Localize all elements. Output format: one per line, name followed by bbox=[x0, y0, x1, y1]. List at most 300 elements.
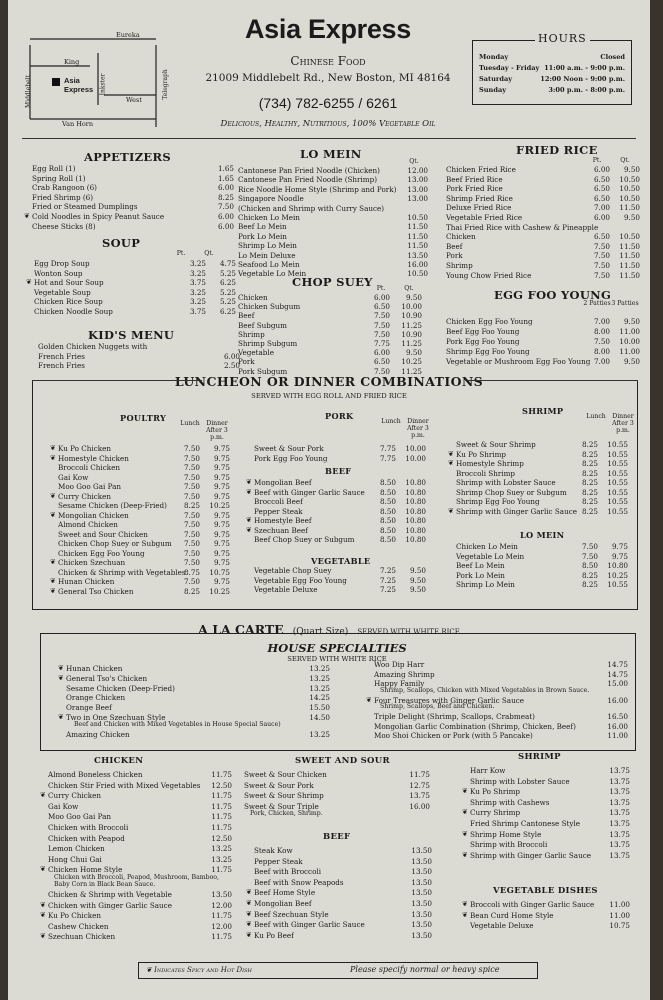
menu-item bbox=[460, 851, 632, 860]
menu-item-description: Shrimp, Scallops, Beef and Chicken. bbox=[380, 703, 495, 710]
menu-item-price: 13.25 bbox=[211, 844, 232, 854]
chili-pepper-icon: ❦ bbox=[246, 478, 252, 486]
menu-item bbox=[244, 585, 434, 594]
menu-item bbox=[446, 251, 642, 260]
fried-rice-title: FRIED RICE bbox=[516, 143, 598, 157]
menu-item-name: Shrimp Lo Mein bbox=[456, 580, 515, 589]
menu-item-price: 12.00 bbox=[407, 166, 428, 175]
menu-item-price: 10.00 bbox=[619, 337, 640, 346]
hours-time: Closed bbox=[600, 53, 625, 61]
chili-pepper-icon: ❦ bbox=[50, 577, 56, 585]
menu-item-price: 10.55 bbox=[607, 580, 628, 589]
chop-suey-pt-header: Pt. bbox=[376, 285, 386, 292]
menu-item-price: 11.50 bbox=[407, 231, 428, 241]
menu-item-name: (Chicken and Shrimp with Curry Sauce) bbox=[238, 203, 385, 213]
menu-item-name: Homestyle Chicken bbox=[58, 453, 129, 463]
menu-item-price: 15.00 bbox=[607, 679, 628, 688]
map-street-eureka: Eureka bbox=[116, 31, 140, 39]
menu-item bbox=[244, 497, 434, 506]
menu-item-price: 8.50 bbox=[581, 561, 598, 570]
menu-item-name: Chicken & Shrimp with Vegetable bbox=[48, 890, 172, 899]
menu-item-price: 9.50 bbox=[409, 566, 426, 575]
menu-item-price: 7.50 bbox=[183, 520, 200, 529]
menu-item bbox=[446, 478, 636, 487]
menu-item bbox=[460, 900, 632, 909]
menu-item bbox=[244, 488, 434, 497]
menu-item bbox=[446, 542, 636, 551]
menu-item-price: 10.55 bbox=[607, 459, 628, 468]
menu-item-price: 11.50 bbox=[619, 241, 640, 251]
menu-item-price: 9.75 bbox=[213, 444, 230, 453]
chop-suey-title: CHOP SUEY bbox=[292, 275, 373, 289]
menu-item-price: 9.75 bbox=[611, 542, 628, 551]
menu-item-name: Shrimp with Ginger Garlic Sauce bbox=[470, 850, 591, 860]
menu-item-name: Triple Delight (Shrimp, Scallops, Crabmeat) bbox=[374, 712, 535, 721]
menu-item-name: Chicken & Shrimp with Vegetables bbox=[58, 567, 186, 577]
combo-poultry-title: POULTRY bbox=[120, 413, 167, 423]
menu-item-name: Szechuan Chicken bbox=[48, 932, 116, 942]
menu-item-name: Thai Fried Rice with Cashew & Pineapple bbox=[446, 222, 599, 232]
menu-item-name: Shrimp Egg Foo Young bbox=[456, 497, 540, 506]
menu-item-price: 8.25 bbox=[183, 501, 200, 510]
menu-item-price: 10.80 bbox=[607, 561, 628, 570]
chili-pepper-icon: ❦ bbox=[246, 909, 252, 918]
menu-item bbox=[446, 507, 636, 516]
menu-item-price: 3.25 bbox=[189, 297, 206, 307]
menu-item bbox=[460, 798, 632, 807]
menu-item-price: 8.25 bbox=[581, 570, 598, 580]
menu-item bbox=[34, 259, 236, 268]
menu-item bbox=[446, 165, 642, 174]
menu-item bbox=[446, 337, 642, 346]
menu-item-price: 13.50 bbox=[411, 856, 432, 866]
menu-item-price: 10.00 bbox=[405, 453, 426, 463]
menu-item-name: Shrimp bbox=[238, 329, 265, 339]
menu-item-price: 10.55 bbox=[607, 506, 628, 516]
menu-item-price: 7.25 bbox=[379, 575, 396, 585]
menu-item-name: Amazing Shrimp bbox=[374, 669, 435, 679]
menu-item-price: 12.75 bbox=[409, 780, 430, 790]
menu-item-name: Deluxe Fried Rice bbox=[446, 203, 512, 213]
menu-item-name: Sweet & Sour Triple bbox=[244, 801, 319, 811]
menu-item-name: Chicken Lo Mein bbox=[238, 213, 300, 222]
combo-beef-title: BEEF bbox=[325, 466, 352, 476]
house-specialties-title: HOUSE SPECIALTIES bbox=[267, 641, 407, 655]
menu-item bbox=[238, 302, 428, 311]
menu-item-price: 6.50 bbox=[373, 302, 390, 312]
menu-item-price: 11.00 bbox=[609, 900, 630, 909]
menu-item bbox=[48, 473, 238, 482]
menu-item bbox=[446, 327, 642, 336]
menu-item-price: 7.50 bbox=[183, 577, 200, 586]
menu-item-name: Beef Fried Rice bbox=[446, 174, 503, 184]
menu-item bbox=[238, 213, 428, 222]
menu-item bbox=[364, 712, 626, 721]
soup-qt-header: Qt. bbox=[204, 250, 214, 257]
menu-item-price: 10.50 bbox=[619, 232, 640, 242]
lo-mein-qt-header: Qt. bbox=[409, 158, 419, 165]
menu-item-price: 7.50 bbox=[581, 542, 598, 551]
menu-item-price: 9.75 bbox=[213, 558, 230, 567]
menu-item-name: Broccoli Chicken bbox=[58, 463, 120, 472]
menu-item bbox=[56, 674, 330, 683]
menu-item-name: Fried Shrimp (6) bbox=[32, 192, 94, 202]
menu-item-price: 10.80 bbox=[405, 497, 426, 506]
menu-item-name: Chicken Stir Fried with Mixed Vegetables bbox=[48, 780, 201, 790]
menu-item-name: Spring Roll (1) bbox=[32, 173, 86, 183]
menu-item-name: Vegetable or Mushroom Egg Foo Young bbox=[446, 357, 591, 366]
menu-item-price: 9.75 bbox=[213, 463, 230, 472]
menu-item bbox=[34, 307, 236, 316]
chili-pepper-icon: ❦ bbox=[24, 212, 30, 220]
menu-item-price: 13.25 bbox=[309, 729, 330, 739]
chili-pepper-icon: ❦ bbox=[50, 491, 56, 500]
menu-item-price: 7.50 bbox=[373, 329, 390, 339]
hours-box bbox=[472, 32, 632, 105]
menu-item-price: 11.75 bbox=[211, 791, 232, 801]
menu-item bbox=[48, 511, 238, 520]
menu-item-price: 11.00 bbox=[619, 327, 640, 336]
menu-item-price: 9.50 bbox=[623, 165, 640, 174]
menu-item-name: Hunan Chicken bbox=[66, 664, 123, 673]
menu-item-name: Sesame Chicken (Deep-Fried) bbox=[58, 501, 167, 510]
menu-item-price: 13.75 bbox=[609, 787, 630, 797]
menu-item-price: 9.75 bbox=[213, 539, 230, 548]
menu-item-price: 3.75 bbox=[189, 307, 206, 316]
menu-item-price: 7.00 bbox=[593, 357, 610, 366]
soup-title: SOUP bbox=[102, 236, 141, 250]
menu-item-price: 11.75 bbox=[211, 932, 232, 942]
menu-item bbox=[446, 488, 636, 497]
menu-item bbox=[460, 766, 632, 775]
menu-item-name: Fried Shrimp Cantonese Style bbox=[470, 819, 581, 828]
menu-item-price: 7.50 bbox=[593, 261, 610, 270]
menu-item-price: 14.75 bbox=[607, 669, 628, 679]
menu-item bbox=[246, 857, 432, 866]
menu-item-price: 10.80 bbox=[405, 506, 426, 516]
menu-item-price: 6.50 bbox=[593, 232, 610, 242]
chili-pepper-icon: ❦ bbox=[246, 930, 252, 939]
menu-item-name: Chicken Home Style bbox=[48, 865, 123, 875]
chili-pepper-icon: ❦ bbox=[58, 713, 64, 721]
menu-item-price: 10.90 bbox=[401, 329, 422, 339]
menu-item bbox=[446, 223, 642, 232]
carte-chicken-title: CHICKEN bbox=[94, 756, 144, 766]
combo-dinner-header: Dinner After 3 p.m. bbox=[407, 418, 429, 439]
menu-item-name: Shrimp Egg Foo Young bbox=[446, 347, 530, 356]
menu-item-price: 9.75 bbox=[213, 491, 230, 501]
menu-item bbox=[48, 454, 238, 463]
menu-item-price: 13.00 bbox=[407, 175, 428, 185]
menu-item bbox=[238, 293, 428, 302]
menu-item-name: Pepper Steak bbox=[254, 856, 303, 866]
chili-pepper-icon: ❦ bbox=[40, 911, 46, 920]
menu-item-price: 11.75 bbox=[211, 770, 232, 779]
chili-pepper-icon: ❦ bbox=[246, 487, 252, 496]
menu-item-name: Beef with Ginger Garlic Sauce bbox=[254, 487, 365, 497]
menu-item-name: Ku Po Chicken bbox=[48, 911, 101, 921]
menu-item-price: 8.50 bbox=[379, 516, 396, 525]
menu-item bbox=[246, 920, 432, 929]
chili-pepper-icon: ❦ bbox=[50, 586, 56, 595]
menu-item-name: Broccoli Shrimp bbox=[456, 468, 516, 478]
chili-pepper-icon: ❦ bbox=[50, 558, 56, 566]
menu-item bbox=[238, 348, 428, 357]
combos-top-right-line bbox=[468, 380, 638, 381]
menu-item bbox=[48, 577, 238, 586]
menu-item-price: 7.50 bbox=[581, 551, 598, 561]
menu-item-price: 10.00 bbox=[401, 302, 422, 312]
menu-item-price: 10.55 bbox=[607, 468, 628, 478]
menu-item-name: Beef Egg Foo Young bbox=[446, 327, 520, 336]
egg-foo-young-2-header: 2 Patties bbox=[583, 300, 611, 307]
menu-item-price: 11.50 bbox=[619, 270, 640, 280]
cuisine-label: Chinese Food bbox=[290, 54, 366, 68]
menu-item bbox=[246, 867, 432, 876]
menu-item-price: 12.00 bbox=[211, 900, 232, 910]
menu-item-price: 3.25 bbox=[189, 259, 206, 268]
menu-item-price: 7.50 bbox=[373, 311, 390, 321]
menu-item bbox=[238, 241, 428, 250]
menu-item-name: Young Chow Fried Rice bbox=[446, 270, 532, 280]
menu-item-price: 5.25 bbox=[219, 268, 236, 278]
menu-item bbox=[34, 268, 236, 278]
menu-item-price: 8.75 bbox=[183, 567, 200, 577]
menu-item-price: 10.25 bbox=[209, 501, 230, 510]
fried-rice-pt-header: Pt. bbox=[592, 157, 602, 164]
menu-item-name: Chicken Fried Rice bbox=[446, 165, 516, 174]
menu-item-price: 8.50 bbox=[379, 478, 396, 487]
menu-item-price: 6.00 bbox=[593, 165, 610, 174]
hours-day: Tuesday - Friday bbox=[479, 64, 540, 72]
menu-item bbox=[48, 463, 238, 472]
menu-item bbox=[32, 192, 234, 202]
menu-item-name: Pork Lo Mein bbox=[238, 231, 287, 241]
menu-item-name: Pork Lo Mein bbox=[456, 570, 505, 580]
menu-item-price: 7.50 bbox=[183, 444, 200, 453]
menu-item-price: 10.50 bbox=[407, 213, 428, 222]
menu-item-price: 9.50 bbox=[623, 213, 640, 222]
hours-time: 12:00 Noon - 9:00 p.m. bbox=[540, 75, 625, 83]
menu-item-name: Shrimp Chop Suey or Subgum bbox=[456, 487, 567, 497]
menu-item-price: 6.50 bbox=[593, 174, 610, 184]
menu-item-name: General Tso's Chicken bbox=[66, 673, 148, 683]
menu-item-name: Moo Goo Gai Pan bbox=[48, 812, 112, 822]
menu-item-name: Pork bbox=[446, 251, 463, 261]
map-street-inkster: Inkster bbox=[99, 73, 107, 96]
chili-pepper-icon: ❦ bbox=[50, 510, 56, 519]
menu-item-price: 9.75 bbox=[213, 510, 230, 520]
menu-item-price: 9.75 bbox=[213, 548, 230, 558]
menu-item-price: 12.50 bbox=[211, 833, 232, 843]
menu-item bbox=[246, 878, 432, 887]
menu-item bbox=[48, 549, 238, 558]
chili-pepper-icon: ❦ bbox=[448, 449, 454, 458]
footer-legend-text: Indicates Spicy and Hot Dish bbox=[154, 966, 252, 974]
menu-item-price: 7.50 bbox=[183, 491, 200, 501]
square-marker-icon bbox=[52, 78, 60, 86]
menu-item bbox=[244, 770, 430, 779]
menu-item-price: 7.50 bbox=[593, 241, 610, 251]
menu-item-price: 9.50 bbox=[623, 357, 640, 366]
menu-item-price: 9.75 bbox=[213, 529, 230, 539]
menu-item-name: Mongolian Beef bbox=[254, 899, 312, 908]
menu-item-price: 13.50 bbox=[411, 846, 432, 855]
menu-item-price: 13.75 bbox=[609, 776, 630, 786]
chili-pepper-icon: ❦ bbox=[26, 278, 32, 287]
menu-item-price: 7.50 bbox=[183, 558, 200, 567]
menu-item bbox=[38, 834, 232, 843]
menu-item bbox=[246, 846, 432, 855]
carte-shrimp-title: SHRIMP bbox=[518, 752, 561, 762]
menu-item-name: Almond Chicken bbox=[58, 520, 118, 529]
menu-item bbox=[48, 444, 238, 453]
menu-item-name: Pork Fried Rice bbox=[446, 184, 503, 194]
menu-item-price: 7.50 bbox=[373, 320, 390, 330]
footer-legend bbox=[146, 966, 252, 974]
menu-item-price: 8.25 bbox=[581, 449, 598, 459]
menu-item bbox=[48, 492, 238, 501]
menu-item bbox=[446, 194, 642, 203]
menu-item-name: Chicken Lo Mein bbox=[456, 542, 518, 551]
menu-item-price: 10.55 bbox=[607, 487, 628, 497]
menu-item-price: 10.90 bbox=[401, 311, 422, 321]
menu-item-price: 8.50 bbox=[379, 535, 396, 544]
menu-item-name: French Fries bbox=[38, 351, 85, 361]
menu-item bbox=[364, 670, 626, 679]
menu-item-name: Homestyle Beef bbox=[254, 516, 312, 525]
menu-item bbox=[48, 520, 238, 529]
chili-pepper-icon: ❦ bbox=[40, 932, 46, 941]
menu-item-price: 11.75 bbox=[211, 812, 232, 822]
menu-item-price: 10.80 bbox=[405, 478, 426, 487]
menu-item-price: 8.25 bbox=[581, 580, 598, 589]
menu-item bbox=[38, 932, 232, 941]
chili-pepper-icon: ❦ bbox=[58, 664, 64, 672]
menu-item-description: Beef and Chicken with Mixed Vegetables in House Special Sauce) bbox=[74, 720, 281, 728]
menu-item-name: Vegetable bbox=[238, 348, 274, 358]
menu-item bbox=[246, 899, 432, 908]
menu-item-price: 14.75 bbox=[607, 660, 628, 669]
menu-item bbox=[238, 357, 428, 366]
menu-item-price: 7.75 bbox=[373, 339, 390, 348]
combos-title: LUNCHEON OR DINNER COMBINATIONS bbox=[174, 374, 484, 389]
menu-item-name: Chicken with Peapod bbox=[48, 833, 125, 843]
menu-item-name: Golden Chicken Nuggets with bbox=[38, 342, 148, 351]
chili-pepper-icon: ❦ bbox=[246, 920, 252, 929]
menu-item-price: 10.25 bbox=[607, 570, 628, 580]
menu-item-name: General Tso Chicken bbox=[58, 586, 134, 596]
menu-item-price: 7.50 bbox=[593, 270, 610, 280]
menu-item-price: 11.50 bbox=[619, 261, 640, 270]
menu-item-name: Sweet & Sour Pork bbox=[244, 780, 314, 790]
menu-item bbox=[446, 271, 642, 280]
menu-item-price: 7.50 bbox=[183, 482, 200, 491]
menu-item-price: 10.75 bbox=[609, 921, 630, 931]
menu-item bbox=[32, 173, 234, 183]
menu-item-name: Shrimp with Ginger Garlic Sauce bbox=[456, 506, 577, 516]
menu-item bbox=[244, 566, 434, 575]
menu-item-price: 2.50 bbox=[223, 361, 240, 371]
menu-item-name: Ku Po Shrimp bbox=[456, 449, 506, 459]
menu-item bbox=[238, 166, 428, 175]
menu-item-price: 10.50 bbox=[619, 174, 640, 184]
menu-item bbox=[238, 330, 428, 339]
menu-item bbox=[364, 722, 626, 731]
map-marker-label: Asia Express bbox=[64, 76, 94, 94]
restaurant-tagline: Delicious, Healthy, Nutritious, 100% Vegetable Oil bbox=[220, 119, 436, 129]
menu-item-price: 10.50 bbox=[619, 184, 640, 194]
menu-item-name: Shrimp with Cashews bbox=[470, 797, 550, 807]
menu-item-name: Shrimp Home Style bbox=[470, 829, 542, 839]
menu-item-price: 7.50 bbox=[183, 529, 200, 539]
menu-item-price: 6.00 bbox=[373, 293, 390, 302]
menu-item-price: 7.50 bbox=[593, 251, 610, 261]
menu-item-name: Cashew Chicken bbox=[48, 921, 109, 931]
chili-pepper-icon: ❦ bbox=[50, 444, 56, 452]
menu-item bbox=[446, 459, 636, 468]
menu-item-price: 9.50 bbox=[405, 293, 422, 302]
menu-item bbox=[38, 855, 232, 864]
menu-item-price: 11.75 bbox=[211, 801, 232, 811]
menu-item-price: 10.80 bbox=[405, 516, 426, 525]
chili-pepper-icon: ❦ bbox=[462, 850, 468, 859]
menu-item-name: Vegetable Chop Suey bbox=[254, 566, 332, 575]
menu-item-price: 1.65 bbox=[217, 173, 234, 183]
menu-item-name: Beef with Ginger Garlic Sauce bbox=[254, 920, 365, 930]
menu-item bbox=[244, 507, 434, 516]
menu-item-price: 13.25 bbox=[309, 673, 330, 683]
menu-item-price: 13.75 bbox=[609, 766, 630, 775]
menu-item bbox=[38, 781, 232, 790]
menu-item bbox=[38, 901, 232, 910]
menu-item-price: 6.25 bbox=[219, 307, 236, 316]
menu-item bbox=[446, 561, 636, 570]
menu-item-name: Sweet & Sour Chicken bbox=[244, 770, 327, 779]
menu-item-name: Shrimp with Broccoli bbox=[470, 840, 548, 850]
hours-time: 11:00 a.m. - 9:00 p.m. bbox=[544, 64, 625, 72]
menu-item bbox=[244, 526, 434, 535]
menu-item-name: Vegetable Egg Foo Young bbox=[254, 575, 347, 585]
menu-item-price: 6.00 bbox=[373, 348, 390, 358]
restaurant-name: Asia Express bbox=[244, 14, 411, 44]
menu-item-description: Chicken with Broccoli, Peapod, Mushroom, Bamboo, Baby Corn in Black Bean Sauce. bbox=[54, 874, 220, 888]
menu-item bbox=[238, 251, 428, 260]
chili-pepper-icon: ❦ bbox=[462, 910, 468, 919]
soup-pt-header: Pt. bbox=[176, 250, 186, 257]
menu-item bbox=[38, 844, 232, 853]
menu-item-price: 3.25 bbox=[189, 268, 206, 278]
menu-item-price: 8.25 bbox=[581, 459, 598, 468]
menu-item-name: Orange Beef bbox=[66, 703, 112, 713]
menu-item-name: Ku Po Beef bbox=[254, 930, 294, 940]
menu-item bbox=[460, 830, 632, 839]
menu-item bbox=[56, 684, 330, 693]
menu-item bbox=[48, 558, 238, 567]
menu-item-name: Cold Noodles in Spicy Peanut Sauce bbox=[32, 212, 165, 221]
menu-item-price: 13.00 bbox=[407, 184, 428, 194]
menu-item-name: Mongolian Chicken bbox=[58, 510, 129, 520]
chili-pepper-icon: ❦ bbox=[246, 899, 252, 907]
menu-item-price: 7.25 bbox=[379, 566, 396, 575]
menu-item-price: 7.50 bbox=[183, 539, 200, 548]
menu-item-price: 3.75 bbox=[189, 278, 206, 288]
menu-item-price: 9.50 bbox=[623, 317, 640, 326]
menu-item-name: Chicken bbox=[238, 293, 268, 302]
menu-item-name: Wonton Soup bbox=[34, 268, 83, 278]
menu-item-name: Vegetable Deluxe bbox=[254, 585, 318, 594]
menu-item bbox=[446, 440, 636, 449]
